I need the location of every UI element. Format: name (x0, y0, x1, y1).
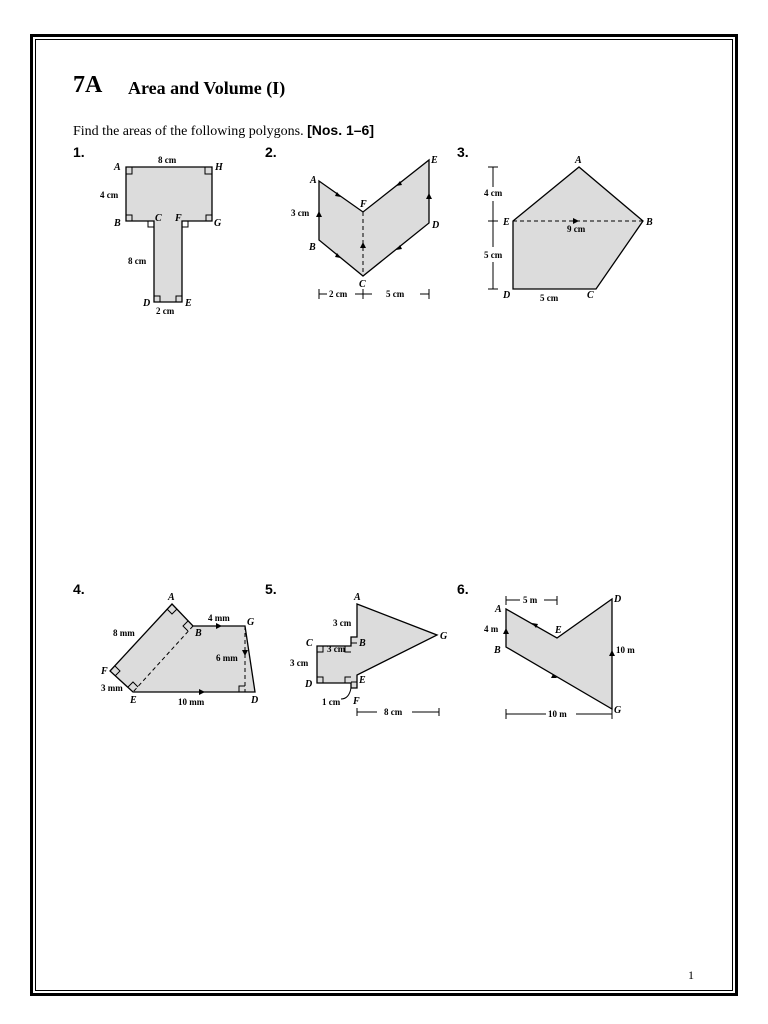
figure-4-vertex-a: A (168, 592, 175, 603)
figure-6-dim-right: 10 m (616, 645, 635, 655)
figure-6-vertex-g: G (614, 705, 622, 716)
figure-3-dim-upper-height: 4 cm (484, 188, 503, 198)
figure-5-vertex-d: D (305, 679, 313, 690)
question-2-number: 2. (265, 144, 277, 160)
figure-1-dim-top: 8 cm (158, 155, 177, 165)
figure-2-polygon (319, 160, 429, 276)
figure-1-vertex-f: F (175, 213, 182, 224)
figure-4-vertex-e: E (130, 695, 137, 706)
figure-5-dim-top: 3 cm (333, 618, 352, 628)
figure-6-vertex-d: D (614, 594, 622, 605)
figure-3-vertex-a: A (575, 155, 582, 166)
figure-5-vertex-a: A (354, 592, 361, 603)
figure-5-dim-bottom: 8 cm (384, 707, 403, 717)
figure-3-vertex-c: C (587, 290, 594, 301)
figure-3-vertex-b: B (646, 217, 653, 228)
figure-6-dim-left: 4 m (484, 624, 499, 634)
figure-4-dim-top: 4 mm (208, 613, 230, 623)
figure-4-dim-height: 6 mm (216, 653, 238, 663)
unit-code: 7A (73, 72, 103, 98)
figure-6-vertex-a: A (495, 604, 502, 615)
instruction-text: Find the areas of the following polygons. (73, 124, 304, 139)
figure-2-vertex-e: E (431, 155, 438, 166)
figure-5-vertex-g: G (440, 631, 448, 642)
instruction-range: [Nos. 1–6] (307, 122, 374, 138)
question-1-number: 1. (73, 144, 85, 160)
figure-6-vertex-e: E (555, 625, 562, 636)
figure-5-vertex-c: C (306, 638, 313, 649)
figure-4-vertex-b: B (195, 628, 202, 639)
figure-5-dim-left: 3 cm (290, 658, 309, 668)
figure-1-vertex-a: A (114, 162, 121, 173)
figure-2-dim-side: 3 cm (291, 208, 310, 218)
figure-6-vertex-b: B (494, 645, 501, 656)
figure-5-vertex-b: B (359, 638, 366, 649)
question-4-number: 4. (73, 581, 85, 597)
figure-4-dim-short: 3 mm (101, 683, 123, 693)
figure-4-vertex-f: F (101, 666, 108, 677)
figure-3-dim-bottom: 5 cm (540, 293, 559, 303)
figure-2-vertex-d: D (432, 220, 440, 231)
figure-2-dim-left-width: 2 cm (329, 289, 348, 299)
figure-3 (484, 155, 653, 303)
figure-5 (290, 592, 448, 717)
figure-2-vertex-c: C (359, 279, 366, 290)
figure-1-vertex-e: E (185, 298, 192, 309)
figure-1-vertex-h: H (215, 162, 223, 173)
figure-6-polygon (506, 599, 612, 709)
figure-5-dim-notch: 3 cm (327, 644, 346, 654)
figure-2-vertex-b: B (309, 242, 316, 253)
figure-4-dim-bottom: 10 mm (178, 697, 205, 707)
figure-4-vertex-g: G (247, 617, 255, 628)
figure-2-dim-right-width: 5 cm (386, 289, 405, 299)
page-number: 1 (688, 968, 694, 982)
figure-1-polygon (126, 167, 212, 302)
figure-1-vertex-g: G (214, 218, 222, 229)
figure-2-vertex-f: F (360, 199, 367, 210)
figure-1-vertex-d: D (143, 298, 151, 309)
figure-4 (100, 592, 258, 707)
question-6-number: 6. (457, 581, 469, 597)
figure-5-dim-small: 1 cm (322, 697, 341, 707)
question-3-number: 3. (457, 144, 469, 160)
figure-4-polygon (110, 604, 255, 692)
figure-2-vertex-a: A (310, 175, 317, 186)
figure-3-vertex-d: D (503, 290, 511, 301)
figure-1-dim-bottom: 2 cm (156, 306, 175, 316)
figure-6 (484, 594, 635, 719)
figure-4-vertex-d: D (251, 695, 259, 706)
figure-2 (291, 155, 439, 299)
figure-4-dim-left: 8 mm (113, 628, 135, 638)
figure-5-vertex-f: F (353, 696, 360, 707)
figure-3-dim-lower-height: 5 cm (484, 250, 503, 260)
figure-6-dim-bottom: 10 m (548, 709, 567, 719)
figure-5-vertex-e: E (359, 675, 366, 686)
figure-1 (100, 155, 224, 316)
figure-3-dim-diagonal: 9 cm (567, 224, 586, 234)
unit-title: Area and Volume (I) (128, 78, 286, 98)
figure-1-dim-left: 4 cm (100, 190, 119, 200)
figure-1-vertex-b: B (114, 218, 121, 229)
question-5-number: 5. (265, 581, 277, 597)
figure-3-vertex-e: E (503, 217, 510, 228)
figure-3-dim-lines (488, 167, 498, 289)
figure-1-dim-stem: 8 cm (128, 256, 147, 266)
figure-1-vertex-c: C (155, 213, 162, 224)
figure-6-dim-top: 5 m (523, 595, 538, 605)
